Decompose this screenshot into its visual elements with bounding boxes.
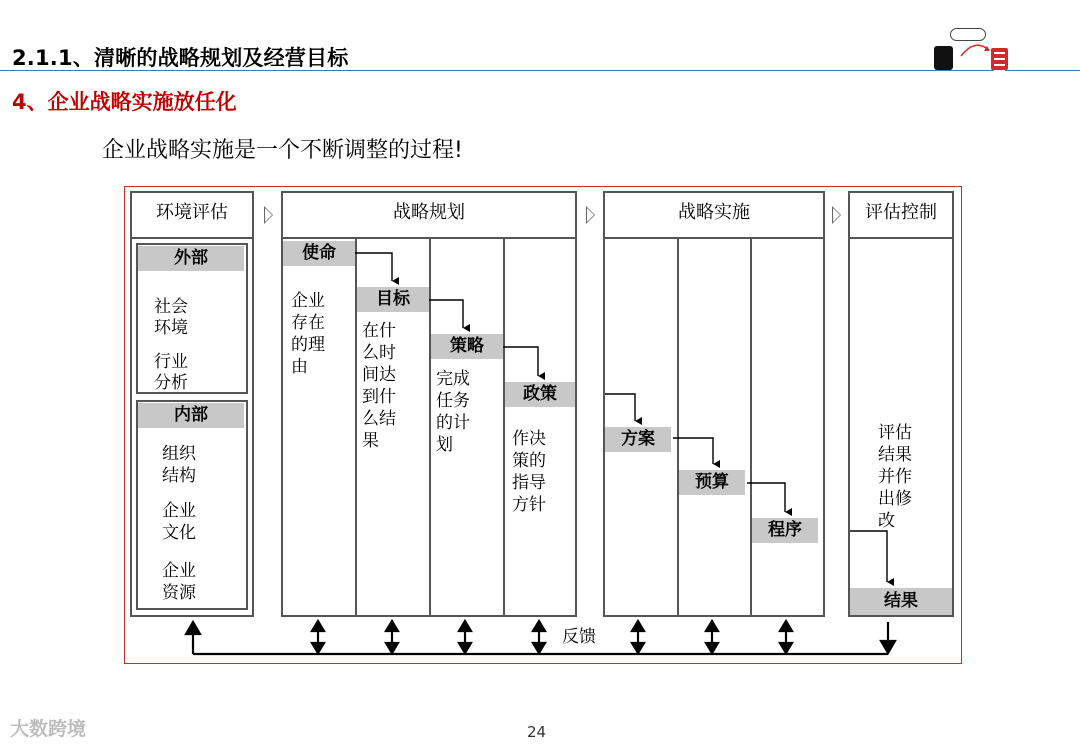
policy-column xyxy=(503,237,577,617)
internal-resource: 企业资源 xyxy=(162,561,196,603)
result-label: 结果 xyxy=(850,588,952,615)
goal-label: 目标 xyxy=(357,287,429,312)
brand-watermark: 大数跨境 xyxy=(10,718,87,740)
mission-label: 使命 xyxy=(283,241,355,266)
mission-text: 企业存在的理由 xyxy=(291,291,325,377)
internal-culture: 企业文化 xyxy=(162,501,196,543)
budget-label: 预算 xyxy=(679,470,745,495)
goal-text: 在什么时间达到什么结果 xyxy=(362,321,396,451)
stage-implementation: 战略实施 xyxy=(603,191,825,239)
stage-evaluation: 评估控制 xyxy=(848,191,954,239)
section-subtitle: 4、企业战略实施放任化 xyxy=(12,90,237,114)
strategy-text: 完成任务的计划 xyxy=(436,369,470,455)
evaluation-text: 评估结果并作出修改 xyxy=(878,423,912,531)
external-social: 社会环境 xyxy=(154,297,188,338)
stage-arrow-icon xyxy=(832,206,841,224)
logo-arrow-icon xyxy=(955,38,995,58)
strategy-label: 策略 xyxy=(431,334,503,359)
feedback-label: 反馈 xyxy=(562,627,596,647)
internal-label: 内部 xyxy=(138,403,244,428)
lead-text: 企业战略实施是一个不断调整的过程! xyxy=(102,138,463,163)
stage-environment: 环境评估 xyxy=(130,191,254,239)
plan-label: 方案 xyxy=(605,427,671,452)
logo-book-icon xyxy=(991,48,1008,70)
logo-dark-block-icon xyxy=(934,46,953,70)
procedure-label: 程序 xyxy=(752,518,818,543)
policy-text: 作决策的指导方针 xyxy=(512,429,546,515)
page-number: 24 xyxy=(527,723,547,741)
policy-label: 政策 xyxy=(505,382,575,407)
page-title: 2.1.1、清晰的战略规划及经营目标 xyxy=(12,46,349,70)
budget-column xyxy=(677,237,752,617)
external-label: 外部 xyxy=(138,246,244,271)
internal-org: 组织结构 xyxy=(162,444,196,486)
procedure-column xyxy=(750,237,825,617)
stage-planning: 战略规划 xyxy=(281,191,577,239)
external-industry: 行业分析 xyxy=(154,352,188,393)
stage-arrow-icon xyxy=(586,206,595,224)
stage-arrow-icon xyxy=(264,206,273,224)
title-divider xyxy=(0,70,1080,71)
